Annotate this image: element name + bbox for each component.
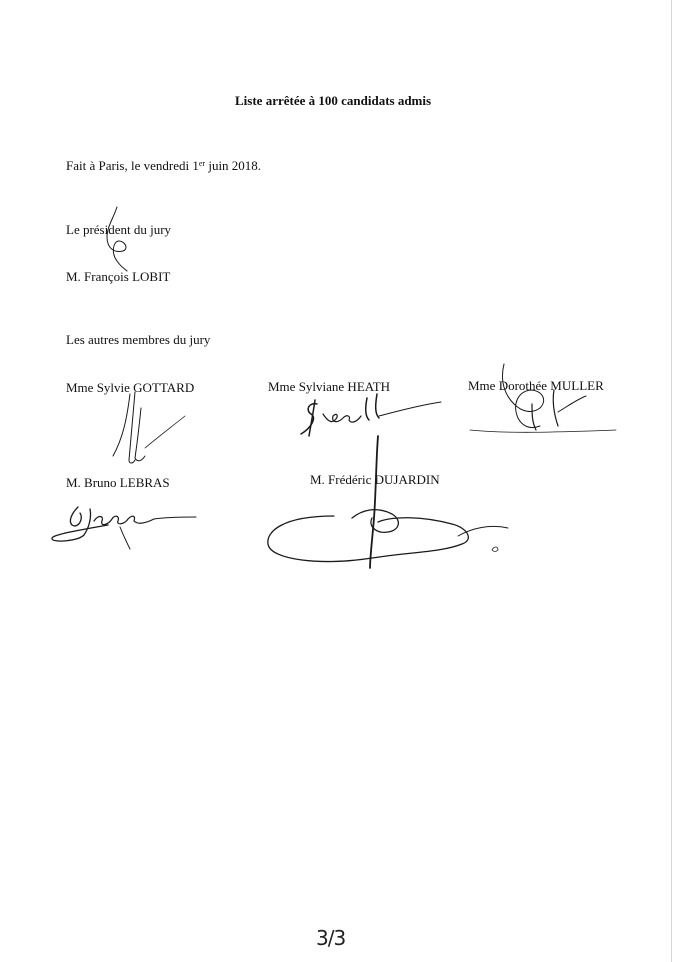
member-name-muller: Mme Dorothée MULLER (468, 378, 604, 393)
member-name-heath: Mme Sylviane HEATH (268, 379, 391, 394)
member-name-gottard: Mme Sylvie GOTTARD (66, 380, 195, 395)
place-date (66, 158, 261, 173)
signature-gottard (95, 388, 195, 470)
signature-dujardin (262, 432, 517, 572)
signature-lebras (50, 495, 200, 555)
member-name-lebras: M. Bruno LEBRAS (66, 475, 170, 490)
president-label: Le président du jury (66, 222, 172, 237)
document-title: Liste arrêtée à 100 candidats admis (235, 93, 432, 108)
page-number: 3/3 (316, 926, 346, 950)
page-edge-line (671, 0, 672, 962)
place-date-prefix: Fait à Paris, le vendredi 1 (66, 158, 199, 173)
place-date-sup: er (198, 159, 206, 168)
place-date-suffix: juin 2018. (205, 158, 262, 173)
signature-lobit (95, 205, 135, 275)
president-name: M. François LOBIT (66, 269, 171, 284)
member-name-dujardin: M. Frédéric DUJARDIN (310, 472, 440, 487)
signature-muller (470, 360, 620, 440)
members-label: Les autres membres du jury (66, 332, 211, 347)
